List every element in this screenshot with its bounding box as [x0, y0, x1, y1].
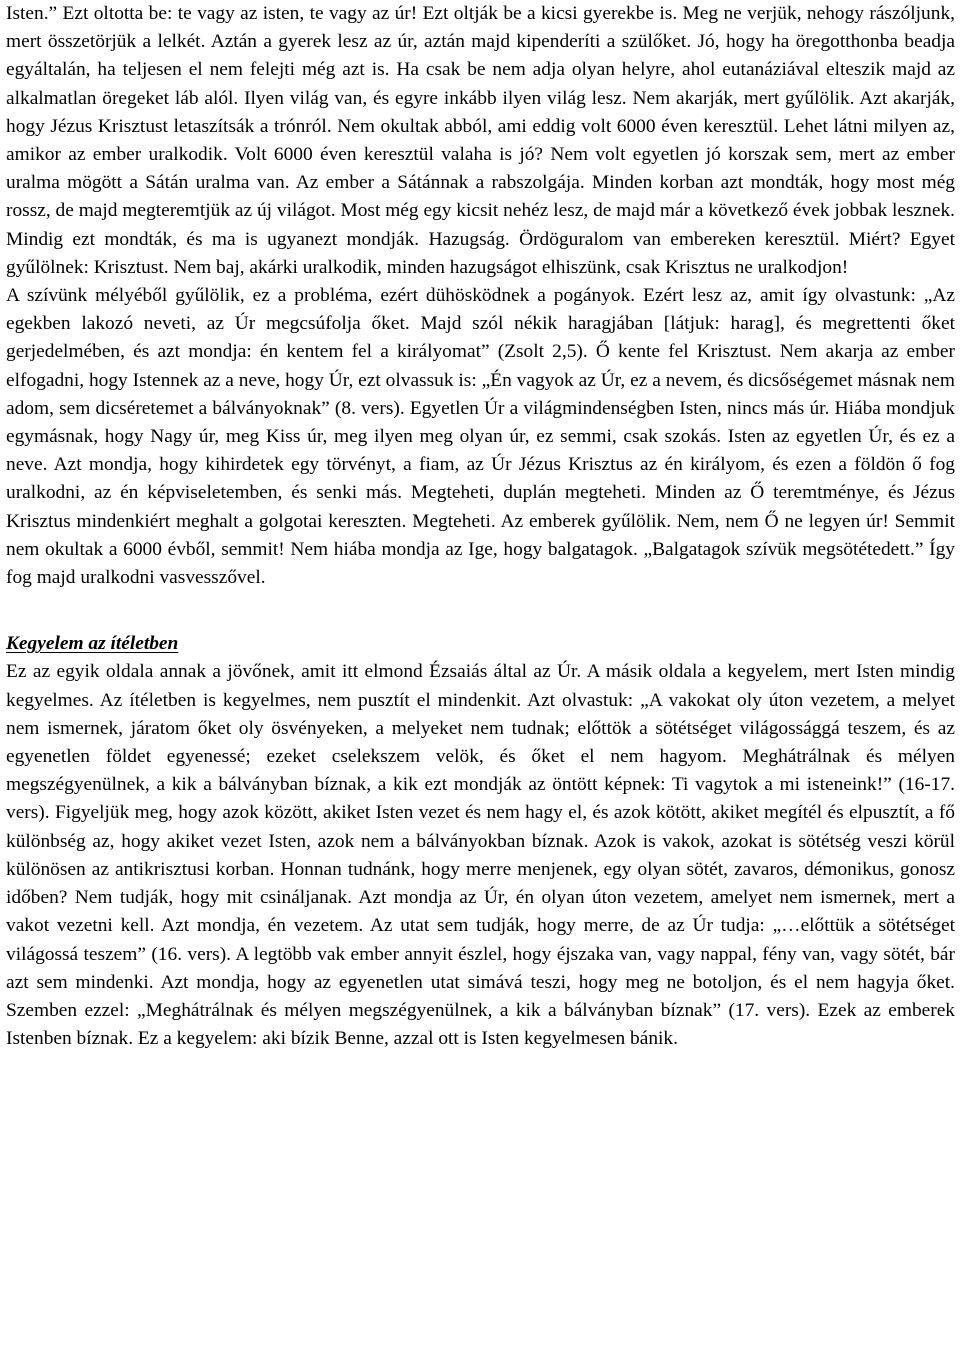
- document-page: [6, 0, 955, 1053]
- paragraph-3: Ez az egyik oldala annak a jövőnek, amit itt elmond Ézsaiás által az Úr. A másik oldala a kegyelem, mert Isten mindig kegyelmes. Az ítéletben is kegyelmes, nem pusztít el mindenkit. Azt olvastuk: „A vakokat oly úton vezetem, a melyet nem ismernek, járatom őket oly ösvényeken, a melyeket nem tudnak; előttök a sötétséget világossággá teszem, és az egyenetlen földet egyenessé; ezeket cselekszem velök, és őket el nem hagyom. Meghátrálnak és mélyen megszégyenülnek, a kik a bálványban bíznak, a kik ezt mondják az öntött képnek: Ti vagytok a mi isteneink!” (16-17. vers). Figyeljük meg, hogy azok között, akiket Isten vezet és nem hagy el, és azok kötött, akiket megítél és elpusztít, a fő különbség az, hogy akiket vezet Isten, azok nem a bálványokban bíznak. Azok is vakok, azokat is sötétség veszi körül különösen az antikrisztusi korban. Honnan tudnánk, hogy merre menjenek, egy olyan sötét, zavaros, démonikus, gonosz időben? Nem tudják, hogy mit csináljanak. Azt mondja az Úr, én olyan úton vezetem, amelyet nem ismernek, mert a vakot vezetni kell. Azt mondja, én vezetem. Az utat sem tudják, hogy merre, de az Úr tudja: „…előttük a sötétséget világossá teszem” (16. vers). A legtöbb vak ember annyit észlel, hogy éjszaka van, vagy nappal, fény van, vagy sötét, bár azt sem mindenki. Azt mondja, hogy az egyenetlen utat simává teszi, hogy meg ne botoljon, és el nem hagyja őket. Szemben ezzel: „Meghátrálnak és mélyen megszégyenülnek, a kik a bálványban bíznak” (17. vers). Ezek az emberek Istenben bíznak. Ez a kegyelem: aki bízik Benne, azzal ott is Isten kegyelmesen bánik.: [6, 661, 955, 1050]
- paragraph-2: A szívünk mélyéből gyűlölik, ez a probléma, ezért dühösködnek a pogányok. Ezért lesz az, amit így olvastunk: „Az egekben lakozó neveti, az Úr megcsúfolja őket. Majd szól nékik haragjában [látjuk: harag], és megrettenti őket gerjedelmében, és azt mondja: én kentem fel a királyomat” (Zsolt 2,5). Ő kente fel Krisztust. Nem akarja az ember elfogadni, hogy Istennek az a neve, hogy Úr, ezt olvassuk is: „Én vagyok az Úr, ez a nevem, és dicsőségemet másnak nem adom, sem dicséretemet a bálványoknak” (8. vers). Egyetlen Úr a világmindenségben Isten, nincs más úr. Hiába mondjuk egymásnak, hogy Nagy úr, meg Kiss úr, meg ilyen meg olyan úr, ez semmi, csak szokás. Isten az egyetlen Úr, és ez a neve. Azt mondja, hogy kihirdetek egy törvényt, a fiam, az Úr Jézus Krisztus az én királyom, és ezen a földön ő fog uralkodni, az én képviseletemben, és senki más. Megteheti, duplán megteheti. Minden az Ő teremtménye, és Jézus Krisztus mindenkiért meghalt a golgotai kereszten. Megteheti. Az emberek gyűlölik. Nem, nem Ő ne legyen úr! Semmit nem okultak a 6000 évből, semmit! Nem hiába mondja az Ige, hogy balgatagok. „Balgatagok szívük megsötétedett.” Így fog majd uralkodni vasvesszővel.: [6, 285, 955, 589]
- paragraph-1: Isten.” Ezt oltotta be: te vagy az isten, te vagy az úr! Ezt oltják be a kicsi gyerekbe is. Meg ne verjük, nehogy rászóljunk, mert összetörjük a lelkét. Aztán a gyerek lesz az úr, aztán majd kipenderíti a szülőket. Jó, hogy ha öregotthonba beadja egyáltalán, ha teljesen el nem felejti még azt is. Ha csak be nem adja olyan helyre, ahol eutanáziával elteszik majd az alkalmatlan öregeket láb alól. Ilyen világ van, és egyre inkább ilyen világ lesz. Nem akarják, mert gyűlölik. Azt akarják, hogy Jézus Krisztust letaszítsák a trónról. Nem okultak abból, ami eddig volt 6000 éven keresztül. Lehet látni milyen az, amikor az ember uralkodik. Volt 6000 éven keresztül valaha is jó? Nem volt egyetlen jó korszak sem, mert az ember uralma mögött a Sátán uralma van. Az ember a Sátánnak a rabszolgája. Minden korban azt mondták, hogy most még rossz, de majd megteremtjük az új világot. Most még egy kicsit nehéz lesz, de majd már a következő évek jobbak lesznek. Mindig ezt mondták, és ma is ugyanezt mondják. Hazugság. Ördöguralom van embereken keresztül. Miért? Egyet gyűlölnek: Krisztust. Nem baj, akárki uralkodik, minden hazugságot elhiszünk, csak Krisztus ne uralkodjon!: [6, 3, 955, 278]
- section-heading: Kegyelem az ítéletben: [6, 633, 179, 655]
